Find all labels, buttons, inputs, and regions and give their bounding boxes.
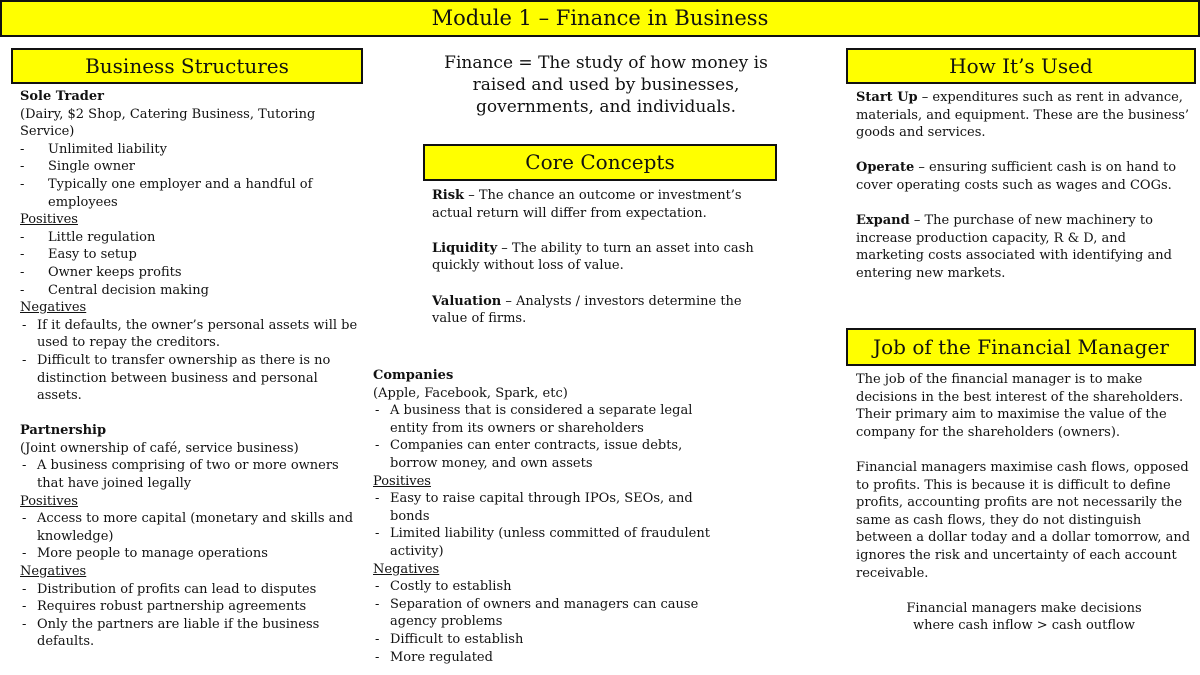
companies-points	[373, 402, 718, 472]
use-start-up	[856, 89, 1192, 142]
how-its-used-heading-text: How It’s Used	[949, 54, 1093, 78]
financial-manager-closing: Financial managers make decisions where cash inflow > cash outflow	[906, 600, 1142, 634]
partnership-points	[20, 457, 360, 492]
list-item: - Difficult to transfer ownership as there is no distinction between business and personal assets.	[20, 352, 360, 405]
sole-trader-negatives-label: Negatives	[20, 300, 87, 316]
companies-negatives	[373, 578, 718, 666]
financial-manager-paragraph-1: The job of the financial manager is to make decisions in the best interest of the shareholders. Their primary aim to maximise the value of the company for the shareholders (owners).	[856, 372, 1184, 440]
list-item: - Separation of owners and managers can cause agency problems	[373, 596, 718, 631]
list-item: - More people to manage operations	[20, 545, 360, 563]
list-item: - Only the partners are liable if the business defaults.	[20, 616, 360, 651]
how-its-used-heading	[846, 48, 1196, 84]
list-item: - Access to more capital (monetary and skills and knowledge)	[20, 510, 360, 545]
list-item: - Distribution of profits can lead to disputes	[20, 581, 360, 599]
concept-text: – The chance an outcome or investment’s actual return will differ from expectation.	[432, 188, 742, 221]
list-item: - Costly to establish	[373, 578, 718, 596]
concept-text: – The ability to turn an asset into cash quickly without loss of value.	[432, 240, 754, 274]
list-item: - Owner keeps profits	[20, 264, 360, 282]
companies-positives	[373, 490, 718, 560]
list-item: - Requires robust partnership agreements	[20, 598, 360, 616]
companies-negatives-label: Negatives	[373, 561, 440, 577]
use-term: Expand	[856, 213, 910, 229]
list-item: - Limited liability (unless committed of fraudulent activity)	[373, 525, 718, 560]
business-structures-heading	[11, 48, 363, 84]
sole-trader-positives-label: Positives	[20, 212, 78, 228]
list-item: - A business comprising of two or more owners that have joined legally	[20, 457, 360, 492]
partnership-positives	[20, 510, 360, 563]
list-item: - Easy to raise capital through IPOs, SEOs, and bonds	[373, 490, 718, 525]
financial-manager-heading-text: Job of the Financial Manager	[873, 335, 1169, 359]
use-text: – expenditures such as rent in advance, materials, and equipment. These are the business’ goods and services.	[856, 90, 1190, 141]
partnership-examples: (Joint ownership of café, service business)	[20, 440, 299, 456]
sole-trader-positives	[20, 229, 360, 299]
finance-definition: Finance = The study of how money is raised and used by businesses, governments, and individuals.	[444, 53, 768, 117]
list-item: - Easy to setup	[20, 246, 360, 264]
partnership-positives-label: Positives	[20, 493, 78, 509]
concept-term: Risk	[432, 188, 465, 203]
page-title-text: Module 1 – Finance in Business	[431, 6, 769, 30]
list-item: - Unlimited liability	[20, 141, 360, 159]
partnership-title: Partnership	[20, 423, 107, 439]
companies-section	[373, 367, 718, 666]
financial-manager-body	[856, 371, 1192, 635]
list-item: - Companies can enter contracts, issue debts, borrow money, and own assets	[373, 437, 718, 472]
list-item: - Central decision making	[20, 282, 360, 300]
sole-trader-negatives	[20, 317, 360, 405]
companies-examples: (Apple, Facebook, Spark, etc)	[373, 385, 568, 401]
list-item: - Little regulation	[20, 229, 360, 247]
partnership-negatives-label: Negatives	[20, 564, 87, 580]
use-expand	[856, 212, 1192, 282]
companies-positives-label: Positives	[373, 473, 431, 489]
business-structures-heading-text: Business Structures	[85, 54, 289, 78]
list-item: - A business that is considered a separate legal entity from its owners or shareholders	[373, 402, 718, 437]
sole-trader-title: Sole Trader	[20, 89, 105, 104]
concept-term: Valuation	[432, 293, 502, 309]
financial-manager-paragraph-2: Financial managers maximise cash flows, opposed to profits. This is because it is difficult to define profits, accounting profits are not necessarily the same as cash flows, they do not distinguish between a dollar today and a dollar tomorrow, and ignores the risk and uncertainty of each account receivable.	[856, 459, 1191, 581]
concept-text: – Analysts / investors determine the value of firms.	[432, 293, 742, 327]
concept-valuation	[432, 293, 777, 328]
sole-trader-points	[20, 141, 360, 211]
concept-risk	[432, 187, 777, 222]
concept-term: Liquidity	[432, 240, 498, 256]
use-text: – ensuring sufficient cash is on hand to cover operating costs such as wages and COGs.	[856, 160, 1177, 193]
list-item: - If it defaults, the owner’s personal assets will be used to repay the creditors.	[20, 317, 360, 352]
list-item: - Single owner	[20, 158, 360, 176]
core-concepts-heading-text: Core Concepts	[525, 150, 675, 174]
use-term: Operate	[856, 160, 915, 176]
page-title	[0, 0, 1200, 37]
list-item: - Difficult to establish	[373, 631, 718, 649]
core-concepts-heading	[423, 144, 777, 181]
partnership-negatives	[20, 581, 360, 651]
how-its-used-list	[856, 89, 1192, 283]
list-item: - Typically one employer and a handful of employees	[20, 176, 360, 211]
use-text: – The purchase of new machinery to increase production capacity, R & D, and marketing costs associated with identifying and entering new markets.	[856, 213, 1172, 281]
financial-manager-heading	[846, 328, 1196, 366]
list-item: - More regulated	[373, 649, 718, 667]
business-structures-column	[20, 88, 360, 651]
use-operate	[856, 159, 1192, 194]
use-term: Start Up	[856, 90, 918, 105]
companies-title: Companies	[373, 368, 454, 383]
sole-trader-examples: (Dairy, $2 Shop, Catering Business, Tutoring Service)	[20, 106, 316, 140]
core-concepts-list	[432, 187, 777, 328]
concept-liquidity	[432, 240, 777, 275]
